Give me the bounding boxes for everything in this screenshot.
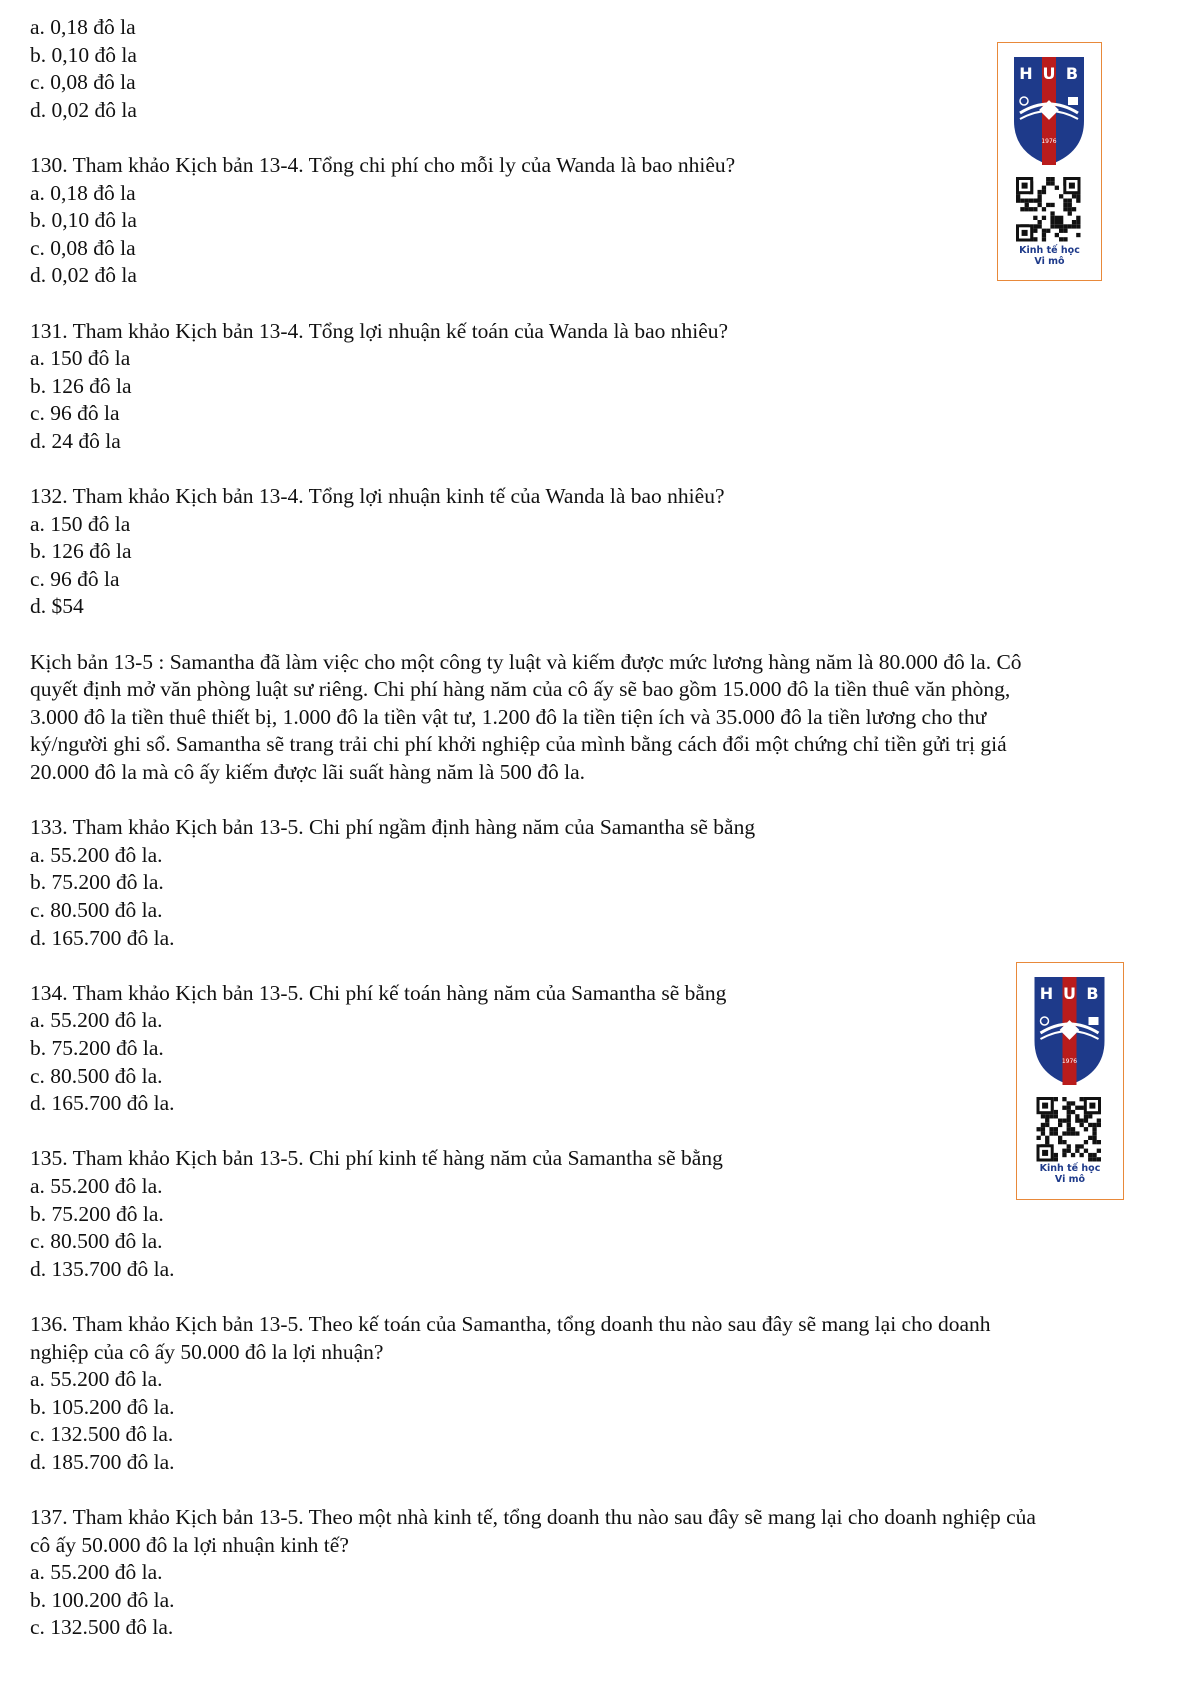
question-text: 130. Tham khảo Kịch bản 13-4. Tổng chi phí cho mỗi ly của Wanda là bao nhiêu? (30, 152, 736, 177)
logo-year: 1976 (1041, 138, 1057, 145)
paragraph-line: 3.000 đô la tiền thuê thiết bị, 1.000 đô la tiền vật tư, 1.200 đô la tiền tiện ích và 35.000 đô la tiền lương cho thư (30, 704, 987, 729)
answer-option: d. 165.700 đô la. (30, 1091, 175, 1116)
answer-option: c. 80.500 đô la. (30, 1229, 163, 1254)
answer-option: d. 135.700 đô la. (30, 1256, 175, 1281)
logo-letter-h: H (1039, 984, 1054, 1003)
answer-option: d. $54 (30, 594, 84, 619)
answer-option: c. 0,08 đô la (30, 235, 136, 260)
scenario-paragraph (30, 649, 1170, 787)
scenario-paragraph (30, 1311, 1170, 1366)
paragraph-spacer (30, 290, 1170, 318)
question-text: 133. Tham khảo Kịch bản 13-5. Chi phí ngầm định hàng năm của Samantha sẽ bằng (30, 815, 756, 840)
scenario-paragraph (30, 1504, 1170, 1559)
answer-option: c. 0,08 đô la (30, 70, 136, 95)
logo-letter-h: H (1019, 64, 1033, 83)
hub-shield-logo (1017, 971, 1122, 1091)
logo-caption-line-2: Vi mô (1054, 1174, 1086, 1185)
paragraph-line: ký/người ghi sổ. Samantha sẽ trang trải chi phí khởi nghiệp của mình bằng cách đổi một chứng chỉ tiền gửi trị giá (30, 732, 1007, 757)
answer-option: b. 126 đô la (30, 539, 132, 564)
hub-shield-logo (998, 51, 1100, 171)
answer-option: a. 150 đô la (30, 511, 131, 536)
paragraph-spacer (30, 1118, 1170, 1146)
paragraph-spacer (30, 621, 1170, 649)
answer-option: b. 126 đô la (30, 373, 132, 398)
paragraph-spacer (30, 456, 1170, 484)
answer-option: b. 100.200 đô la. (30, 1587, 175, 1612)
answer-option: c. 132.500 đô la. (30, 1422, 174, 1447)
hub-logo-card (1016, 962, 1124, 1200)
paragraph-line: cô ấy 50.000 đô la lợi nhuận kinh tế? (30, 1532, 349, 1557)
answer-option: a. 55.200 đô la. (30, 842, 163, 867)
logo-letter-b: B (1086, 984, 1099, 1003)
logo-letter-b: B (1065, 64, 1079, 83)
answer-option: a. 0,18 đô la (30, 180, 136, 205)
answer-option: d. 0,02 đô la (30, 97, 137, 122)
paragraph-line: 20.000 đô la mà cô ấy kiếm được lãi suất hàng năm là 500 đô la. (30, 760, 586, 785)
paragraph-line: nghiệp của cô ấy 50.000 đô la lợi nhuận? (30, 1339, 384, 1364)
answer-option: c. 132.500 đô la. (30, 1615, 174, 1640)
answer-option: d. 185.700 đô la. (30, 1449, 175, 1474)
answer-option: b. 105.200 đô la. (30, 1394, 175, 1419)
answer-option: a. 150 đô la (30, 346, 131, 371)
answer-option: c. 96 đô la (30, 566, 120, 591)
answer-option: b. 0,10 đô la (30, 208, 137, 233)
paragraph-spacer (30, 787, 1170, 815)
paragraph-line: 137. Tham khảo Kịch bản 13-5. Theo một nhà kinh tế, tổng doanh thu nào sau đây sẽ mang lại cho doanh nghiệp của (30, 1505, 1036, 1530)
logo-caption-line-1: Kinh tế học (1019, 245, 1080, 256)
answer-option: a. 55.200 đô la. (30, 1173, 163, 1198)
answer-option: d. 0,02 đô la (30, 263, 137, 288)
answer-option: a. 55.200 đô la. (30, 1560, 163, 1585)
logo-caption-line-1: Kinh tế học (1039, 1163, 1101, 1174)
answer-option: d. 165.700 đô la. (30, 925, 175, 950)
answer-option: a. 55.200 đô la. (30, 1367, 163, 1392)
answer-option: b. 0,10 đô la (30, 42, 137, 67)
answer-option: a. 55.200 đô la. (30, 1008, 163, 1033)
paragraph-spacer (30, 1476, 1170, 1504)
logo-letter-u: U (1042, 64, 1056, 83)
paragraph-line: Kịch bản 13-5 : Samantha đã làm việc cho một công ty luật và kiếm được mức lương hàng năm là 80.000 đô la. Cô (30, 649, 1022, 674)
answer-option: a. 0,18 đô la (30, 15, 136, 39)
paragraph-line: 136. Tham khảo Kịch bản 13-5. Theo kế toán của Samantha, tổng doanh thu nào sau đây sẽ mang lại cho doanh (30, 1311, 991, 1336)
question-text: 135. Tham khảo Kịch bản 13-5. Chi phí kinh tế hàng năm của Samantha sẽ bằng (30, 1146, 723, 1171)
answer-option: b. 75.200 đô la. (30, 1035, 164, 1060)
answer-option: b. 75.200 đô la. (30, 1201, 164, 1226)
logo-caption (998, 245, 1101, 267)
paragraph-spacer (30, 952, 1170, 980)
logo-letter-u: U (1063, 984, 1076, 1003)
answer-option: c. 80.500 đô la. (30, 1063, 163, 1088)
paragraph-line: quyết định mở văn phòng luật sư riêng. Chi phí hàng năm của cô ấy sẽ bao gồm 15.000 đô la tiền thuê văn phòng, (30, 677, 1011, 702)
answer-option: c. 96 đô la (30, 401, 120, 426)
question-text: 132. Tham khảo Kịch bản 13-4. Tổng lợi nhuận kinh tế của Wanda là bao nhiêu? (30, 484, 725, 509)
qr-code-icon (1017, 1097, 1122, 1163)
answer-option: c. 80.500 đô la. (30, 898, 163, 922)
logo-caption-line-2: Vi mô (1034, 256, 1065, 267)
question-text: 131. Tham khảo Kịch bản 13-4. Tổng lợi nhuận kế toán của Wanda là bao nhiêu? (30, 318, 729, 343)
question-text: 134. Tham khảo Kịch bản 13-5. Chi phí kế toán hàng năm của Samantha sẽ bằng (30, 980, 727, 1005)
paragraph-spacer (30, 1283, 1170, 1311)
answer-option: d. 24 đô la (30, 428, 121, 453)
logo-caption (1017, 1163, 1123, 1185)
hub-logo-card (997, 42, 1102, 281)
answer-option: b. 75.200 đô la. (30, 870, 164, 895)
qr-code-icon (998, 177, 1100, 243)
logo-year: 1976 (1061, 1058, 1078, 1065)
